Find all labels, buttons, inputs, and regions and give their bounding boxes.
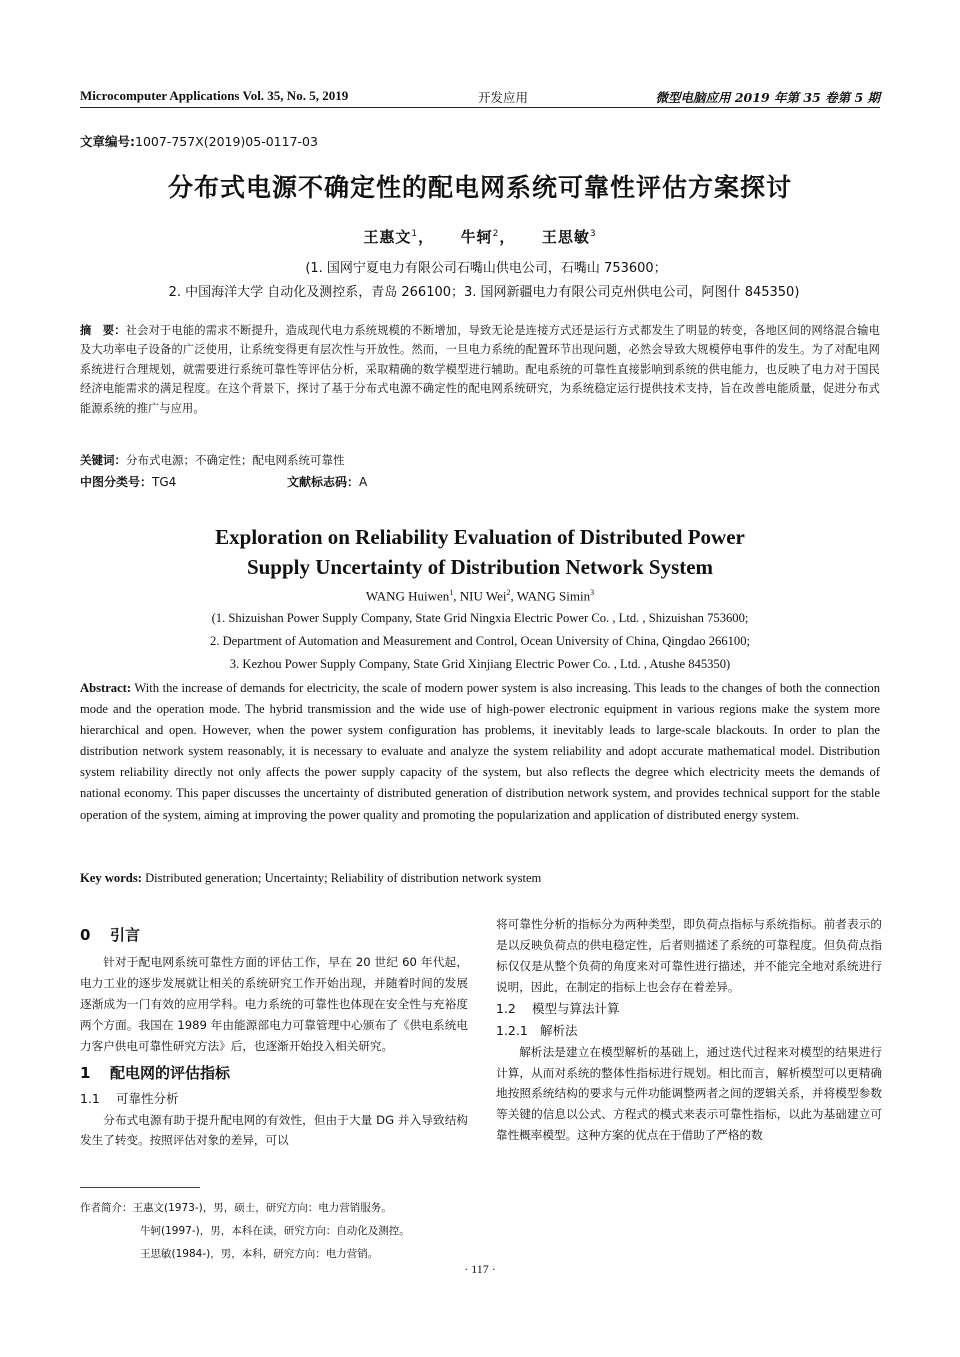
keywords-cn-text: 分布式电源；不确定性；配电网系统可靠性 <box>126 453 345 467</box>
article-number <box>80 132 318 150</box>
title-english-line2: Supply Uncertainty of Distribution Network System <box>246 555 714 579</box>
section-title: 引言 <box>110 926 141 944</box>
header-rule <box>80 107 880 108</box>
footnote-rule <box>80 1187 200 1188</box>
document-code <box>287 473 367 490</box>
author-sep: , <box>453 588 460 604</box>
abstract-cn-label: 摘 要： <box>80 324 126 337</box>
doc-label: 文献标志码： <box>287 475 360 489</box>
keywords-en-label: Key words: <box>80 871 142 885</box>
page-number: · 117 · <box>464 1262 496 1276</box>
authors-english <box>0 588 960 604</box>
subsection-heading-1-2-1 <box>496 1020 882 1042</box>
author-footnotes <box>80 1197 540 1266</box>
paragraph-reliability: 分布式电源有助于提升配电网的有效性，但由于大量 DG 并入导致结构发生了转变。按照评估对象的差异，可以 <box>80 1112 468 1148</box>
clc-code <box>80 473 176 490</box>
subsection-number: 1.2.1 <box>496 1022 528 1038</box>
subsection-heading-1-2 <box>496 998 882 1020</box>
footnote-author-2: 牛轲(1997-)，男，本科在读，研究方向：自动化及测控。 <box>140 1225 410 1237</box>
footnote-author-1: 作者简介：王惠文(1973-)，男，硕士，研究方向：电力营销服务。 <box>80 1202 392 1214</box>
authors-chinese <box>0 226 960 247</box>
paragraph-intro: 针对于配电网系统可靠性方面的评估工作，早在 20 世纪 60 年代起，电力工业的逐步发展就让相关的系统研究工作开始出现，并随着时间的发展逐渐成为一门有效的应用学科。电力系统的可靠性也体现在安全性与充裕度两个方面。我国在 1989 年由能源部电力可靠管理中心颁布了《供电系统电力客户供电可靠性研究方法》后，也逐渐开始投入相关研究。 <box>80 955 468 1053</box>
abstract-english <box>80 678 880 826</box>
abstract-chinese <box>80 321 880 418</box>
author-sep: , <box>510 588 517 604</box>
affiliation-cn-line1: (1. 国网宁夏电力有限公司石嘴山供电公司，石嘴山 753600； <box>305 261 667 276</box>
header-journal-en: Microcomputer Applications Vol. 35, No. 5, 2019 <box>80 88 349 103</box>
subsection-title: 模型与算法计算 <box>532 1000 620 1016</box>
author-sup: 3 <box>589 229 597 239</box>
paragraph-analytic-method: 解析法是建立在模型解析的基础上，通过迭代过程来对模型的结果进行计算，从而对系统的整体性指标进行规划。相比而言，解析模型可以更精确地按照系统结构的要求与元件功能调整两者之间的逻辑关系，并将模型参数等关键的信息以公式、方程式的模式来表示可靠性指标，以此为基础建立可靠性概率模型。这种方案的优点在于借助了严格的数 <box>496 1044 882 1143</box>
affiliation-en-line3: 3. Kezhou Power Supply Company, State Grid Xinjiang Electric Power Co. , Ltd. , Atushe 845350) <box>229 657 731 671</box>
abstract-en-label: Abstract: <box>80 681 132 695</box>
author-sup: 1 <box>411 229 419 239</box>
author-name: 牛轲 <box>460 228 493 246</box>
author-sep: ， <box>418 228 435 246</box>
paragraph-indicators: 将可靠性分析的指标分为两种类型，即负荷点指标与系统指标。前者表示的是以反映负荷点的供电稳定性，后者则描述了系统的可靠程度。但负荷点指标仅仅是从整个负荷的角度来对可靠性进行描述，并不能完全地对系统进行说明，因此，在制定的指标上也会存在着差异。 <box>496 917 882 994</box>
author-name: WANG Simin <box>516 588 591 604</box>
body-column-left <box>80 922 468 1151</box>
keywords-en-text: Distributed generation; Uncertainty; Reliability of distribution network system <box>141 871 542 885</box>
classification-row <box>80 473 880 491</box>
footnote-author-3: 王思敏(1984-)，男，本科，研究方向：电力营销。 <box>140 1248 379 1260</box>
subsection-title: 可靠性分析 <box>116 1090 179 1106</box>
running-header <box>80 88 880 108</box>
keywords-chinese <box>80 452 880 468</box>
abstract-en-text: With the increase of demands for electricity, the scale of modern power system is also increasing. This leads to the changes of both the connection mode and the operation mode. The hybrid transmission and the wide use of high-power electronic equipment in various regions make the system more hierarchical and open. However, when the power system configuration has problems, it inevitably leads to large-scale blackouts. In order to plan the distribution network system reasonably, it is necessary to evaluate and analyze the system reliability and adopt accurate mathematical model. Distribution system reliability directly not only affects the power supply capacity of the system, but also reflects the degree which electricity meets the demands of national economy. This paper discusses the uncertainty of distributed generation of distribution network system, and provides technical support for the stable operation of the system, aiming at improving the power quality and promoting the popularization and application of distributed energy system. <box>80 681 880 822</box>
article-number-value: 1007-757X(2019)05-0117-03 <box>135 134 318 149</box>
affiliation-en-line1: (1. Shizuishan Power Supply Company, State Grid Ningxia Electric Power Co. , Ltd. , Shizuishan 753600; <box>211 611 749 625</box>
section-heading-1 <box>80 1060 468 1086</box>
abstract-cn-text: 社会对于电能的需求不断提升，造成现代电力系统规模的不断增加，导致无论是连接方式还是运行方式都发生了明显的转变，各地区间的网络混合输电及大功率电子设备的广泛使用，让系统变得更有层次性与开放性。然而，一旦电力系统的配置环节出现问题，必然会导致大规模停电事件的发生。为了对配电网系统进行合理规划，就需要进行系统可靠性等评估分析，采取精确的数学模型进行辅助。配电系统的可靠性直接影响到系统的供电能力，也反映了电力对于国民经济电能需求的满足程度。在这个背景下，探讨了基于分布式电源不确定性的配电网系统研究，为系统稳定运行提供技术支持，旨在改善电能质量，促进分布式能源系统的推广与应用。 <box>80 324 881 415</box>
clc-label: 中图分类号： <box>80 475 153 489</box>
title-chinese: 分布式电源不确定性的配电网系统可靠性评估方案探讨 <box>167 173 792 202</box>
author-name: 王惠文 <box>363 228 412 246</box>
affiliation-cn-line2: 2. 中国海洋大学 自动化及测控系，青岛 266100；3. 国网新疆电力有限公司克州供电公司，阿图什 845350) <box>168 285 800 300</box>
clc-value: TG4 <box>152 475 177 489</box>
header-journal-cn: 微型电脑应用 2019 年第 35 卷第 5 期 <box>655 90 880 105</box>
body-column-right <box>496 914 882 1146</box>
author-name: NIU Wei <box>459 588 507 604</box>
doc-value: A <box>359 475 368 489</box>
keywords-english <box>80 871 880 886</box>
section-heading-0 <box>80 922 468 948</box>
author-name: 王思敏 <box>541 228 590 246</box>
title-english-line1: Exploration on Reliability Evaluation of Distributed Power <box>215 525 745 549</box>
subsection-number: 1.2 <box>496 1000 516 1016</box>
affiliation-en-line2: 2. Department of Automation and Measurement and Control, Ocean University of China, Qingdao 266100; <box>209 634 751 648</box>
author-sup: 1 <box>449 588 454 597</box>
author-sep: ， <box>499 228 516 246</box>
header-section: 开发应用 <box>478 90 529 105</box>
section-title: 配电网的评估指标 <box>110 1063 231 1082</box>
subsection-number: 1.1 <box>80 1090 100 1106</box>
author-sup: 2 <box>492 229 500 239</box>
article-number-label: 文章编号: <box>80 134 135 149</box>
author-sup: 2 <box>506 588 511 597</box>
section-number: 0 <box>80 926 91 944</box>
author-name: WANG Huiwen <box>365 588 450 604</box>
keywords-cn-label: 关键词： <box>80 453 126 467</box>
subsection-heading-1-1 <box>80 1088 468 1110</box>
section-number: 1 <box>80 1063 91 1082</box>
author-sup: 3 <box>590 588 595 597</box>
subsection-title: 解析法 <box>540 1022 578 1038</box>
